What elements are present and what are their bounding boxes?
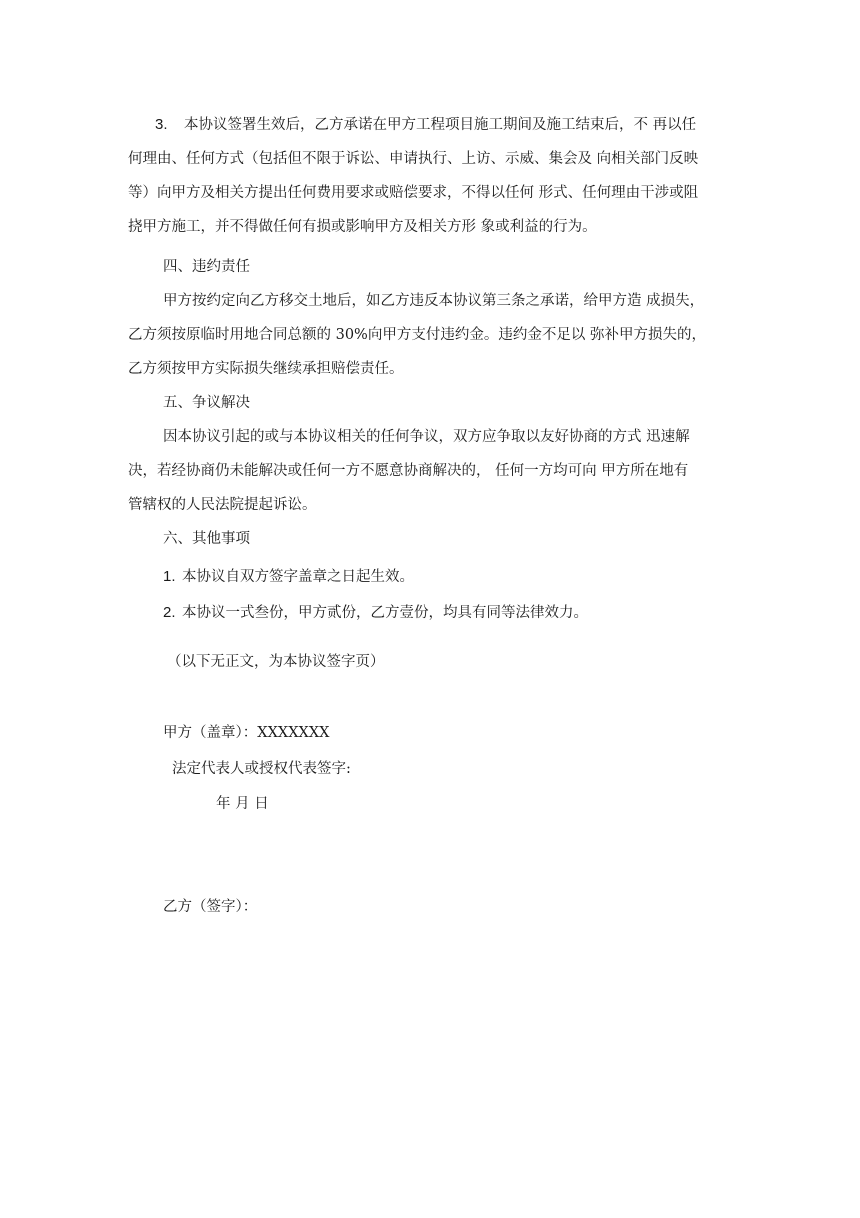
- section4-line-1: 甲方按约定向乙方移交土地后，如乙方违反本协议第三条之承诺，给甲方造 成损失，: [163, 293, 705, 309]
- clause3-line-3: 等）向甲方及相关方提出任何费用要求或赔偿要求，不得以任何 形式、任何理由干涉或阻: [128, 185, 699, 201]
- party-a-seal: 甲方（盖章）：XXXXXXX: [163, 725, 330, 741]
- clause3-line-4: 挠甲方施工，并不得做任何有损或影响甲方及相关方形 象或利益的行为。: [128, 219, 597, 235]
- clause3-line-2: 何理由、任何方式（包括但不限于诉讼、申请执行、上访、示威、集会及 向相关部门反映: [128, 151, 699, 167]
- section5-line-3: 管辖权的人民法院提起诉讼。: [128, 497, 317, 513]
- section4-line-3: 乙方须按甲方实际损失继续承担赔偿责任。: [128, 361, 404, 377]
- clause3-line-1: 本协议签署生效后，乙方承诺在甲方工程项目施工期间及施工结束后，不 再以任: [184, 117, 697, 133]
- section6-item-1-text: 本协议自双方签字盖章之日起生效。: [182, 569, 414, 585]
- signature-date: 年 月 日: [216, 796, 269, 812]
- section4-heading: 四、违约责任: [163, 259, 250, 275]
- section5-line-1: 因本协议引起的或与本协议相关的任何争议，双方应争取以友好协商的方式 迅速解: [163, 429, 690, 445]
- section5-heading: 五、争议解决: [163, 395, 250, 411]
- section6-heading: 六、其他事项: [163, 531, 250, 547]
- section6-item-2-number: 2.: [163, 604, 176, 621]
- section5-line-2: 决，若经协商仍未能解决或任何一方不愿意协商解决的， 任何一方均可向 甲方所在地有: [128, 463, 689, 479]
- party-b-signature: 乙方（签字）：: [163, 899, 258, 915]
- no-further-text-note: （以下无正文，为本协议签字页）: [167, 654, 385, 670]
- section6-item-1-number: 1.: [163, 568, 176, 585]
- clause3-number: 3.: [155, 116, 168, 133]
- representative-signature: 法定代表人或授权代表签字:: [172, 761, 351, 777]
- section6-item-2-text: 本协议一式叁份，甲方贰份，乙方壹份，均具有同等法律效力。: [182, 605, 588, 621]
- section4-line-2: 乙方须按原临时用地合同总额的 30%向甲方支付违约金。违约金不足以 弥补甲方损失的，: [128, 327, 706, 343]
